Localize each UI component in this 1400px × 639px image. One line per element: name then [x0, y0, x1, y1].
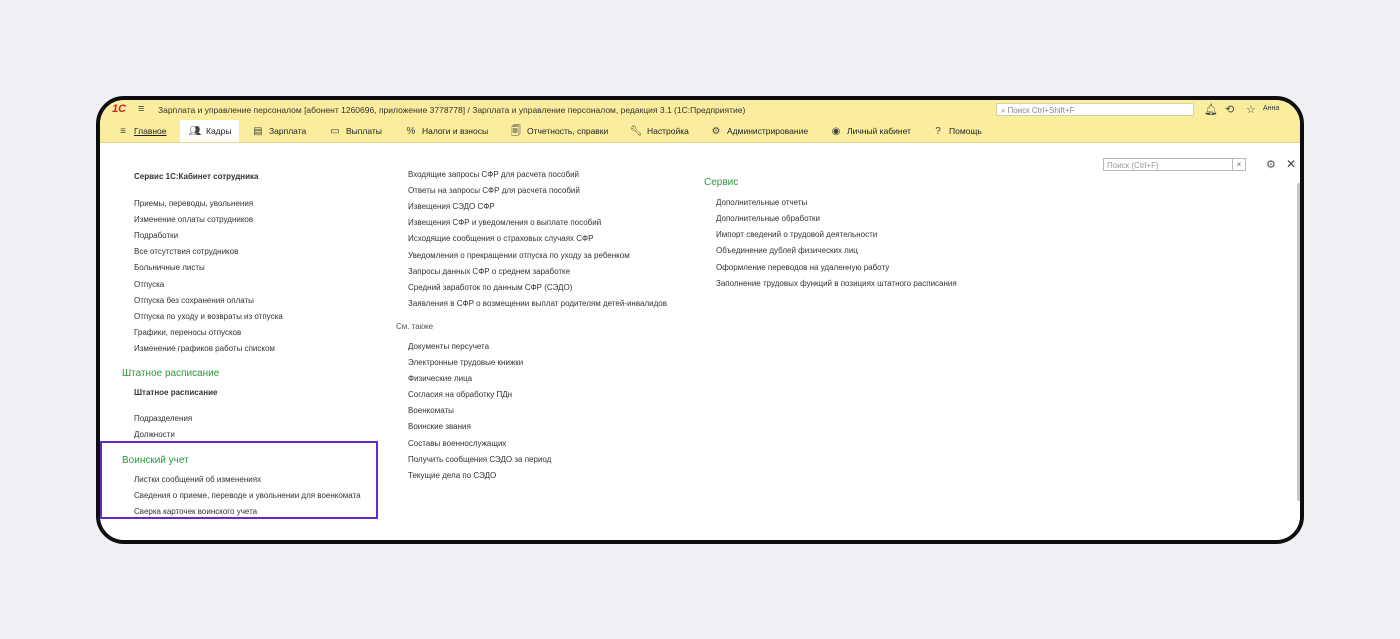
burger-icon: ≡ [120, 126, 126, 137]
list-item[interactable]: Текущие дела по СЭДО [408, 471, 497, 480]
list-item[interactable]: Военкоматы [408, 406, 454, 415]
tab-kadry[interactable]: 👥︎ Кадры [180, 120, 239, 142]
list-item[interactable]: Изменение оплаты сотрудников [134, 215, 254, 224]
list-item[interactable]: Заявления в СФР о возмещении выплат родителям детей-инвалидов [408, 299, 667, 308]
list-item[interactable]: Средний заработок по данным СФР (СЭДО) [408, 283, 573, 292]
user-name[interactable]: Анна [1263, 105, 1280, 112]
global-search-placeholder: Поиск Ctrl+Shift+F [1007, 106, 1075, 115]
list-item[interactable]: Заполнение трудовых функций в позициях штатного расписания [716, 279, 957, 288]
logo: 1С [112, 103, 127, 115]
list-item[interactable]: Сверка карточек воинского учета [134, 507, 258, 516]
list-item[interactable]: Запросы данных СФР о среднем заработке [408, 267, 571, 276]
list-item[interactable]: Изменение графиков работы списком [134, 344, 275, 353]
list-item[interactable]: Согласия на обработку ПДн [408, 390, 513, 399]
star-icon[interactable]: ☆ [1246, 104, 1256, 116]
wrench-icon: 🔧︎ [629, 126, 643, 137]
list-item[interactable]: Оформление переводов на удаленную работу [716, 263, 890, 272]
tab-administrirovanie[interactable]: ⚙ Администрирование [709, 120, 808, 142]
close-icon[interactable]: ✕ [1286, 157, 1297, 171]
tab-lichny-kabinet[interactable]: ◉ Личный кабинет [829, 120, 911, 142]
group-title-shtat: Штатное расписание [122, 368, 220, 379]
list-item[interactable]: Уведомления о прекращении отпуска по уходу за ребенком [408, 251, 630, 260]
tab-otchetnost[interactable]: 🗐︎ Отчетность, справки [509, 120, 608, 142]
list-item[interactable]: Документы персучета [408, 342, 490, 351]
document-icon: ▤ [253, 126, 263, 137]
list-item[interactable]: Все отсутствия сотрудников [134, 247, 239, 256]
tab-vyplaty[interactable]: ▭ Выплаты [328, 120, 382, 142]
list-item[interactable]: Извещения СФР и уведомления о выплате пособий [408, 218, 602, 227]
list-item[interactable]: Подработки [134, 231, 179, 240]
list-item[interactable]: Составы военнослужащих [408, 439, 507, 448]
question-icon: ? [935, 126, 941, 137]
tab-zarplata[interactable]: ▤ Зарплата [251, 120, 306, 142]
link-shtatnoe-raspisanie[interactable]: Штатное расписание [134, 388, 218, 397]
tab-nalogi[interactable]: % Налоги и взносы [404, 120, 488, 142]
link-kabinet-sotrudnika[interactable]: Сервис 1С:Кабинет сотрудника [134, 172, 259, 181]
list-item[interactable]: Получить сообщения СЭДО за период [408, 455, 552, 464]
list-item[interactable]: Дополнительные обработки [716, 214, 820, 223]
list-item[interactable]: Извещения СЭДО СФР [408, 202, 495, 211]
list-item[interactable]: Воинские звания [408, 422, 471, 431]
group-title-voinsky: Воинский учет [122, 455, 189, 466]
clear-icon[interactable]: × [1232, 159, 1245, 170]
list-item[interactable]: Отпуска по уходу и возвраты из отпуска [134, 312, 283, 321]
window-title: Зарплата и управление персоналом [абонент 1260696, приложение 3778778] / Зарплата и управление персоналом, редакция 3.1 (1С:Предприятие) [158, 105, 746, 115]
list-item[interactable]: Отпуска [134, 280, 165, 289]
scrollbar[interactable] [1297, 183, 1300, 501]
local-search-placeholder: Поиск (Ctrl+F) [1107, 161, 1159, 170]
list-item[interactable]: Входящие запросы СФР для расчета пособий [408, 170, 580, 179]
list-item[interactable]: Подразделения [134, 414, 193, 423]
tab-main[interactable]: ≡ Главное [116, 120, 166, 142]
tab-nastroika[interactable]: 🔧︎ Настройка [629, 120, 689, 142]
list-item[interactable]: Должности [134, 430, 175, 439]
user-circle-icon: ◉ [831, 126, 841, 137]
list-item[interactable]: Приемы, переводы, увольнения [134, 199, 254, 208]
list-item[interactable]: Объединение дублей физических лиц [716, 246, 858, 255]
wallet-icon: ▭ [330, 126, 340, 137]
list-item[interactable]: Импорт сведений о трудовой деятельности [716, 230, 878, 239]
list-item[interactable]: Физические лица [408, 374, 473, 383]
local-search-input[interactable] [1103, 158, 1246, 171]
main-menu-icon[interactable]: ≡ [138, 103, 145, 115]
list-item[interactable]: Больничные листы [134, 263, 205, 272]
see-also-title: См. также [396, 322, 434, 331]
list-item[interactable]: Электронные трудовые книжки [408, 358, 524, 367]
percent-icon: % [406, 126, 416, 137]
list-item[interactable]: Листки сообщений об изменениях [134, 475, 262, 484]
list-item[interactable]: Отпуска без сохранения оплаты [134, 296, 254, 305]
title-bar [100, 100, 1300, 120]
tab-pomosch[interactable]: ? Помощь [931, 120, 982, 142]
gear-icon: ⚙ [711, 126, 721, 137]
settings-icon[interactable]: ⚙ [1266, 159, 1276, 171]
search-icon: ⌕ [1001, 106, 1006, 115]
list-item[interactable]: Сведения о приеме, переводе и увольнении для военкомата [134, 491, 361, 500]
app-window [96, 96, 1304, 544]
list-item[interactable]: Ответы на запросы СФР для расчета пособий [408, 186, 580, 195]
reports-icon: 🗐︎ [511, 126, 521, 137]
list-item[interactable]: Графики, переносы отпусков [134, 328, 242, 337]
list-item[interactable]: Исходящие сообщения о страховых случаях СФР [408, 234, 594, 243]
section-menu [100, 120, 1300, 143]
group-title-servis: Сервис [704, 177, 739, 188]
history-icon[interactable]: ⟲ [1225, 104, 1235, 116]
people-icon: 👥︎ [188, 126, 202, 137]
list-item[interactable]: Дополнительные отчеты [716, 198, 808, 207]
global-search-input[interactable] [996, 103, 1194, 116]
section-panel [100, 143, 1300, 540]
bell-icon[interactable]: 🔔︎ [1204, 104, 1218, 116]
